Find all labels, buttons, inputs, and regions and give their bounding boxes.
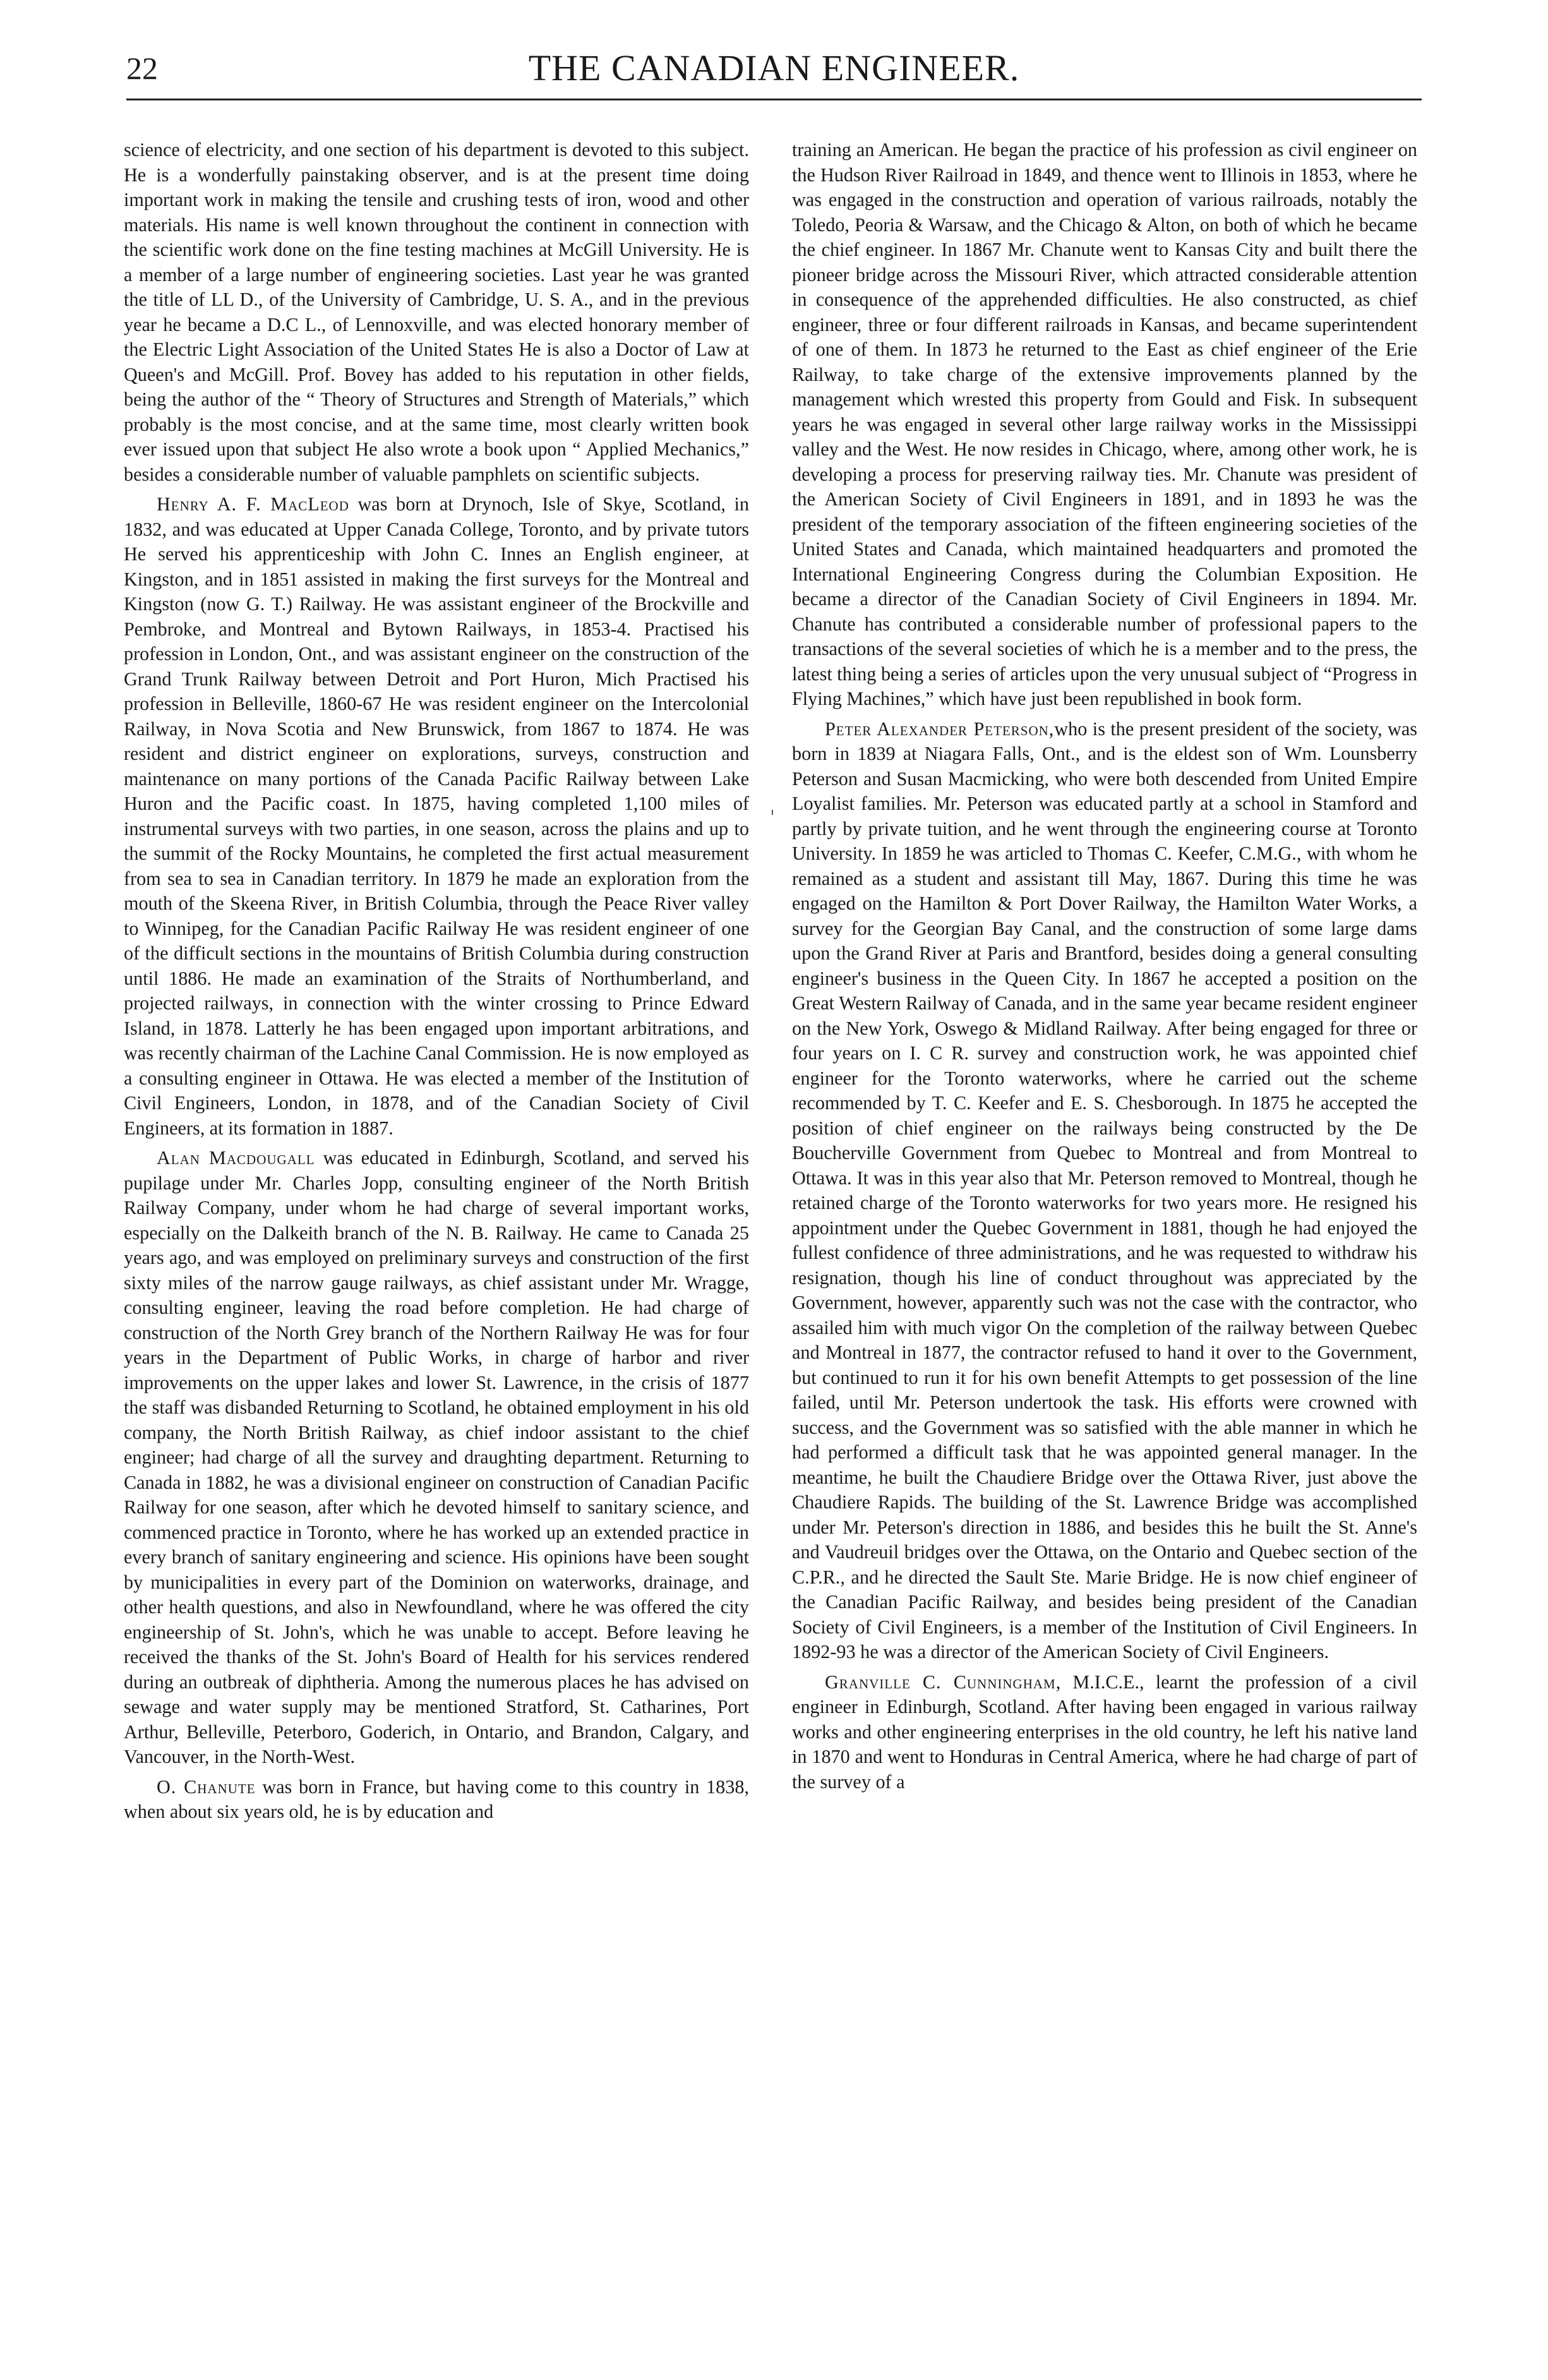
chanute-text: was born in France, but having come to this country in 1838, when about six years old, he is by education and <box>124 1776 749 1822</box>
cunningham-paragraph <box>792 1670 1417 1795</box>
macleod-text: was born at Drynoch, Isle of Skye, Scotland, in 1832, and was educated at Upper Canada College, Toronto, and by private tutors He served his apprenticeship with John C. Innes an English engineer, at Kingston, and in 1851 assisted in making the first surveys for the Montreal and Kingston (now G. T.) Railway. He was assistant engineer of the Brockville and Pembroke, and Montreal and Bytown Railways, in 1853-4. Practised his profession in London, Ont., and was assistant engineer on the construction of the Grand Trunk Railway between Detroit and Port Huron, Mich Practised his profession in Belleville, 1860-67 He was resident engineer on the Intercolonial Railway, in Nova Scotia and New Brunswick, from 1867 to 1874. He was resident and district engineer on explorations, surveys, construction and maintenance on many portions of the Canada Pacific Railway between Lake Huron and the Pacific coast. In 1875, having completed 1,100 miles of instrumental surveys with two parties, in one season, across the plains and up to the summit of the Rocky Mountains, he completed the first actual measurement from sea to sea in Canadian territory. In 1879 he made an exploration from the mouth of the Skeena River, in British Columbia, through the Peace River valley to Winnipeg, for the Canadian Pacific Railway He was resident engineer of one of the difficult sections in the mountains of British Columbia during construction until 1886. He made an examination of the Straits of Northumberland, and projected railways, in connection with the winter crossing to Prince Edward Island, in 1878. Latterly he has been engaged upon important arbitrations, and was recently chairman of the Lachine Canal Commission. He is now employed as a consulting engineer in Ottawa. He was elected a member of the Institution of Civil Engineers, London, in 1878, and of the Canadian Society of Civil Engineers, at its formation in 1887. <box>124 493 749 1139</box>
bovey-paragraph: science of electricity, and one section of his department is devoted to this subject. He is a wonderfully painstaking observer, and is at the present time doing important work in making the tensile and crushing tests of iron, wood and other materials. His name is well known throughout the continent in connection with the scientific work done on the fine testing machines at McGill University. He is a member of a large number of engineering societies. Last year he was granted the title of LL D., of the University of Cambridge, U. S. A., and in the previous year he became a D.C L., of Lennoxville, and was elected honorary member of the Electric Light Association of the United States He is also a Doctor of Law at Queen's and McGill. Prof. Bovey has added to his reputation in other fields, being the author of the “ Theory of Structures and Strength of Materials,” which probably is the most concise, and at the same time, most clearly written book ever issued upon that subject He also wrote a book upon “ Applied Mechanics,” besides a considerable number of valuable pamphlets on scientific subjects. <box>124 139 749 485</box>
macleod-name: Henry A. F. MacLeod <box>157 493 349 515</box>
page-number: 22 <box>126 51 158 86</box>
page-title: THE CANADIAN ENGINEER. <box>528 47 1020 88</box>
cunningham-name: Granville C. Cunningham, <box>825 1671 1062 1693</box>
macdougall-name: Alan Macdougall <box>157 1147 315 1169</box>
macdougall-paragraph <box>124 1146 749 1770</box>
header-rule <box>126 99 1422 100</box>
peterson-name: Peter Alexander Peterson, <box>825 718 1055 740</box>
peterson-text: who is the present president of the society, was born in 1839 at Niagara Falls, Ont., and is the eldest son of Wm. Lounsberry Peterson and Susan Macmicking, who were both descended from United Empire Loyalist families. Mr. Peterson was educated partly at a school in Stamford and partly by private tuition, and he went through the engineering course at Toronto University. In 1859 he was articled to Thomas C. Keefer, C.M.G., with whom he remained as a student and assistant till May, 1867. During this time he was engaged on the Hamilton & Port Dover Railway, the Hamilton Water Works, a survey for the Georgian Bay Canal, and the construction of some large dams upon the Grand River at Paris and Brantford, besides doing a general consulting engineer's business in the Queen City. In 1867 he accepted a position on the Great Western Railway of Canada, and in the same year became resident engineer on the New York, Oswego & Midland Railway. After being engaged for three or four years on I. C R. survey and construction work, he was appointed chief engineer for the Toronto waterworks, where he carried out the scheme recommended by T. C. Keefer and E. S. Chesborough. In 1875 he accepted the position of chief engineer on the railways being constructed by the De Boucherville Government from Quebec to Montreal and from Montreal to Ottawa. It was in this year also that Mr. Peterson removed to Montreal, though he retained charge of the Toronto waterworks for two years more. He resigned his appointment under the Quebec Government in 1881, though he had enjoyed the fullest confidence of three administrations, and he was requested to withdraw his resignation, though his line of conduct throughout was appreciated by the Government, however, apparently such was not the case with the contractor, who assailed him with much vigor On the completion of the railway between Quebec and Montreal in 1877, the contractor refused to hand it over to the Government, but continued to run it for his own benefit Attempts to get possession of the line failed, until Mr. Peterson undertook the task. His efforts were crowned with success, and the Government was so satisfied with the able manner in which he had performed a difficult task that he was appointed general manager. In the meantime, he built the Chaudiere Bridge over the Ottawa River, just above the Chaudiere Rapids. The building of the St. Lawrence Bridge was accomplished under Mr. Peterson's direction in 1886, and besides this he built the St. Anne's and Vaudreuil bridges over the Ottawa, on the Ontario and Quebec section of the C.P.R., and he directed the Sault Ste. Marie Bridge. He is now chief engineer of the Canadian Pacific Railway, and besides being president of the Canadian Society of Civil Engineers, is a member of the Institution of Civil Engineers. In 1892-93 he was a director of the American Society of Civil Engineers. <box>792 718 1417 1662</box>
chanute-paragraph <box>124 1775 749 1825</box>
peterson-paragraph <box>792 717 1417 1665</box>
chanute-continued-paragraph: training an American. He began the practice of his profession as civil engineer on the Hudson River Railroad in 1849, and thence went to Illinois in 1853, where he was engaged in the construction and operation of various railroads, notably the Toledo, Peoria & Warsaw, and the Chicago & Alton, on both of which he became the chief engineer. In 1867 Mr. Chanute went to Kansas City and built there the pioneer bridge across the Missouri River, which attracted considerable attention in consequence of the apprehended difficulties. He also constructed, as chief engineer, three or four different railroads in Kansas, and became superintendent of one of them. In 1873 he returned to the East as chief engineer of the Erie Railway, to take charge of the extensive improvements planned by the management which wrested this property from Gould and Fisk. In subsequent years he was engaged in several other large railway works in the Mississippi valley and the West. He now resides in Chicago, where, among other work, he is developing a process for preserving railway ties. Mr. Chanute was president of the American Society of Civil Engineers in 1891, and in 1893 he was the president of the temporary association of the fifteen engineering societies of the United States and Canada, which maintained headquarters and promoted the International Engineering Congress during the Columbian Exposition. He became a director of the Canadian Society of Civil Engineers in 1894. Mr. Chanute has contributed a considerable number of professional papers to the transactions of the several societies of which he is a member and to the press, the latest thing being a series of articles upon the very unusual subject of “Progress in Flying Machines,” which have just been republished in book form. <box>792 139 1417 709</box>
left-column <box>124 138 749 2298</box>
macdougall-text: was educated in Edinburgh, Scotland, and served his pupilage under Mr. Charles Jopp, consulting engineer of the North British Railway Company, under whom he had charge of several important works, especially on the Dalkeith branch of the N. B. Railway. He came to Canada 25 years ago, and was employed on preliminary surveys and construction of the first sixty miles of the narrow gauge railways, as chief assistant under Mr. Wragge, consulting engineer, leaving the road before completion. He had charge of construction of the North Grey branch of the Northern Railway He was for four years in the Department of Public Works, in charge of harbor and river improvements on the upper lakes and lower St. Lawrence, in the crisis of 1877 the staff was disbanded Returning to Scotland, he obtained employment in his old company, the North British Railway, as chief indoor assistant to the chief engineer; had charge of all the survey and draughting department. Returning to Canada in 1882, he was a divisional engineer on construction of Canadian Pacific Railway for one season, after which he devoted himself to sanitary science, and commenced practice in Toronto, where he has worked up an extended practice in every branch of sanitary engineering and science. His opinions have been sought by municipalities in every part of the Dominion on waterworks, drainage, and other health questions, and also in Newfoundland, where he was offered the city engineership of St. John's, which he was unable to accept. Before leaving he received the thanks of the St. John's Board of Health for his services rendered during an outbreak of diphtheria. Among the numerous places he has advised on sewage and water supply may be mentioned Stratford, St. Catharines, Port Arthur, Belleville, Peterboro, Goderich, in Ontario, and Brandon, Calgary, and Vancouver, in the North-West. <box>124 1147 749 1767</box>
column-divider <box>772 810 773 815</box>
right-column <box>792 138 1417 2298</box>
macleod-paragraph <box>124 492 749 1141</box>
cunningham-text: M.I.C.E., learnt the profession of a civil engineer in Edinburgh, Scotland. After having been engaged in various railway works and other engineering enterprises in the old country, he left his native land in 1870 and went to Honduras in Central America, where he had charge of part of the survey of a <box>792 1671 1417 1793</box>
chanute-name: O. Chanute <box>157 1776 256 1798</box>
